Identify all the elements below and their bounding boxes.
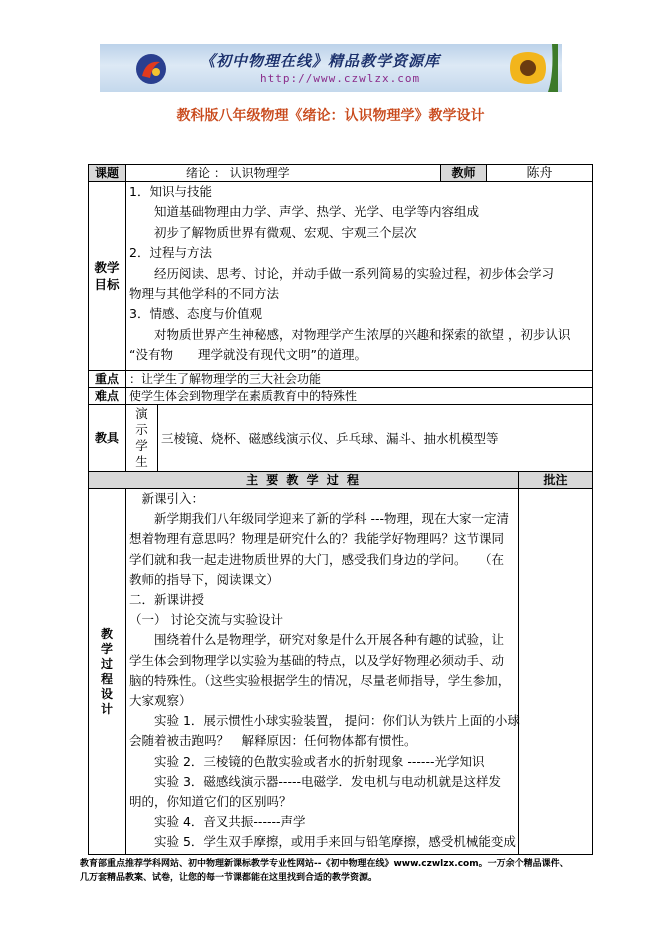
- notes-header: 批注: [519, 472, 593, 489]
- process-line: 大家观察）: [129, 693, 192, 709]
- design-label-char: 教: [100, 626, 113, 641]
- goals-content: [126, 182, 593, 371]
- process-row: [89, 489, 593, 855]
- process-content: [126, 489, 519, 855]
- goals-line: 对物质世界产生神秘感，对物理学产生浓厚的兴趣和探索的欲望 ，初步认识: [129, 326, 571, 342]
- design-label-char: 设: [100, 686, 113, 701]
- page-title: 教科版八年级物理《绪论：认识物理学》教学设计: [176, 108, 485, 124]
- process-line: 实验 2．三棱镜的色散实验或者水的折射现象 ------光学知识: [129, 753, 485, 769]
- notes-cell: [519, 489, 593, 855]
- goals-line: 初步了解物质世界有微观、宏观、宇观三个层次: [129, 224, 417, 240]
- process-line: 学们就和我一起走进物质世界的大门，感受我们身边的学问。 （在: [129, 551, 505, 567]
- tools-sub-char: 示: [135, 422, 148, 437]
- difficulty-row: [89, 388, 593, 405]
- goals-line: 物理与其他学科的不同方法: [129, 286, 280, 302]
- design-label-char: 程: [100, 671, 113, 686]
- tools-value: 三棱镜、烧杯、磁感线演示仪、乒乓球、漏斗、抽水机模型等: [158, 405, 593, 472]
- banner-title: 《初中物理在线》精品教学资源库: [200, 52, 441, 70]
- site-logo-icon: [134, 52, 168, 86]
- tools-label: 教具: [89, 405, 126, 472]
- key-row: [89, 371, 593, 388]
- process-line: 脑的特殊性。（这些实验根据学生的情况，尽量老师指导，学生参加，: [129, 672, 511, 688]
- topic-row: [89, 165, 593, 182]
- process-line: 实验 3．磁感线演示器-----电磁学．发电机与电动机就是这样发: [129, 773, 501, 789]
- goals-line: 3．情感、态度与价值观: [129, 306, 262, 322]
- page-footer: [80, 857, 600, 885]
- topic-value: 绪论 ： 认识物理学: [126, 165, 441, 182]
- process-line: 学生体会到物理学以实验为基础的特点，以及学好物理必须动手、动: [129, 652, 505, 668]
- key-label: 重点: [89, 371, 126, 388]
- process-line: 二．新课讲授: [129, 592, 205, 608]
- tools-sub-char: 学: [135, 438, 148, 453]
- sunflower-icon: [488, 44, 558, 92]
- goals-line: 2．过程与方法: [129, 245, 212, 261]
- tools-sub-char: 演: [135, 406, 148, 421]
- process-line: 围绕着什么是物理学，研究对象是什么开展各种有趣的试验，让: [129, 632, 505, 648]
- tools-sub-char: 生: [135, 454, 148, 469]
- tools-row: [89, 405, 593, 472]
- difficulty-value: 使学生体会到物理学在素质教育中的特殊性: [126, 388, 593, 405]
- process-line: 实验 4．音叉共振------声学: [129, 814, 306, 830]
- process-line: 实验 1．展示惯性小球实验装置， 提问：你们认为铁片上面的小球: [129, 713, 520, 729]
- process-line: 实验 5．学生双手摩擦，或用手来回与铅笔摩擦，感受机械能变成: [129, 834, 516, 850]
- teacher-value: 陈舟: [487, 165, 593, 182]
- topic-label: 课题: [89, 165, 126, 182]
- process-line: 想着物理有意思吗？物理是研究什么的？我能学好物理吗？这节课同: [129, 531, 505, 547]
- process-line: 新学期我们八年级同学迎来了新的学科 ---物理，现在大家一定清: [129, 511, 510, 527]
- site-banner: [100, 44, 562, 92]
- process-header-row: [89, 472, 593, 489]
- goals-line: 经历阅读、思考、讨论，并动手做一系列简易的实验过程，初步体会学习: [129, 265, 555, 281]
- goals-label: 教学目标: [89, 182, 126, 371]
- process-line: 明的，你知道它们的区别吗？: [129, 794, 292, 810]
- goals-line: 知道基础物理由力学、声学、热学、光学、电学等内容组成: [129, 204, 480, 220]
- process-line: 会随着被击跑吗？ 解释原因：任何物体都有惯性。: [129, 733, 417, 749]
- design-label: [89, 489, 126, 855]
- tools-sub: [126, 405, 158, 472]
- design-label-char: 过: [100, 656, 113, 671]
- design-label-char: 学: [100, 641, 113, 656]
- banner-url[interactable]: http://www.czwlzx.com: [260, 72, 421, 85]
- process-line: 新课引入：: [129, 491, 205, 506]
- process-line: （一） 讨论交流与实验设计: [129, 612, 283, 628]
- footer-line: 教育部重点推荐学科网站、初中物理新课标教学专业性网站--《初中物理在线》www.czwlzx.com。一万余个精品课件、: [80, 859, 569, 869]
- goals-row: [89, 182, 593, 371]
- difficulty-label: 难点: [89, 388, 126, 405]
- lesson-plan-table: [88, 164, 593, 855]
- footer-line: 几万套精品教案、试卷，让您的每一节课都能在这里找到合适的教学资源。: [80, 873, 378, 883]
- process-header: 主 要 教 学 过 程: [89, 472, 519, 489]
- goals-line: 1．知识与技能: [129, 184, 212, 199]
- key-value: ：让学生了解物理学的三大社会功能: [126, 371, 593, 388]
- teacher-label: 教师: [441, 165, 487, 182]
- process-line: 教师的指导下，阅读课文）: [129, 571, 280, 587]
- design-label-char: 计: [100, 701, 113, 716]
- goals-line: “没有物 理学就没有现代文明”的道理。: [129, 347, 367, 363]
